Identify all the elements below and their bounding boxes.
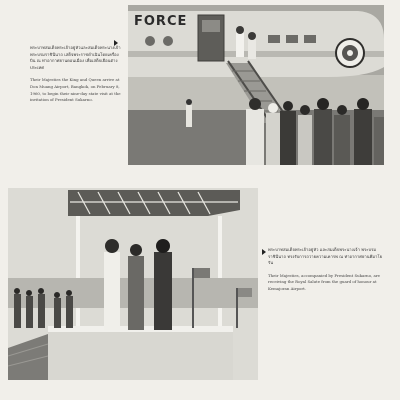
caption-top-thai: พระบาทสมเด็จพระเจ้าอยู่หัวและสมเด็จพระนางเจ้า พระบรมราชินีนาถ เสด็จพระราชดำเนินโดยเครื่องบิน ณ ท่าอากาศยานดอนเมือง เพื่อเสด็จเยือนต่างประเทศ bbox=[30, 45, 121, 70]
caption-marker-icon bbox=[262, 249, 266, 255]
caption-marker-icon bbox=[114, 40, 118, 46]
caption-top-english: Their Majesties the King and Queen arrive at Don Muang Airport, Bangkok, on February 8, 1960, to begin their nine-day state visit at the invitation of President Sukarno. bbox=[30, 77, 121, 103]
fuselage-lettering: FORCE bbox=[134, 14, 188, 29]
photo-royal-salute bbox=[8, 188, 258, 380]
dais-scene-illustration bbox=[8, 188, 258, 380]
caption-bottom bbox=[268, 247, 386, 293]
caption-bottom-thai: พระบาทสมเด็จพระเจ้าอยู่หัว และสมเด็จพระนางเจ้า พระบรมราชินีนาถ ทรงรับการถวายความเคารพ ณ ท่าอากาศยานคึมาโยรัน bbox=[268, 247, 383, 266]
caption-top bbox=[30, 40, 124, 104]
airport-scene-illustration bbox=[128, 5, 384, 165]
photo-airport-arrival bbox=[128, 5, 384, 165]
caption-bottom-english: Their Majesties, accompanied by President Sukarno, are receiving the Royal Salute from the guard of honour at Kemajoran Airport. bbox=[268, 272, 380, 291]
